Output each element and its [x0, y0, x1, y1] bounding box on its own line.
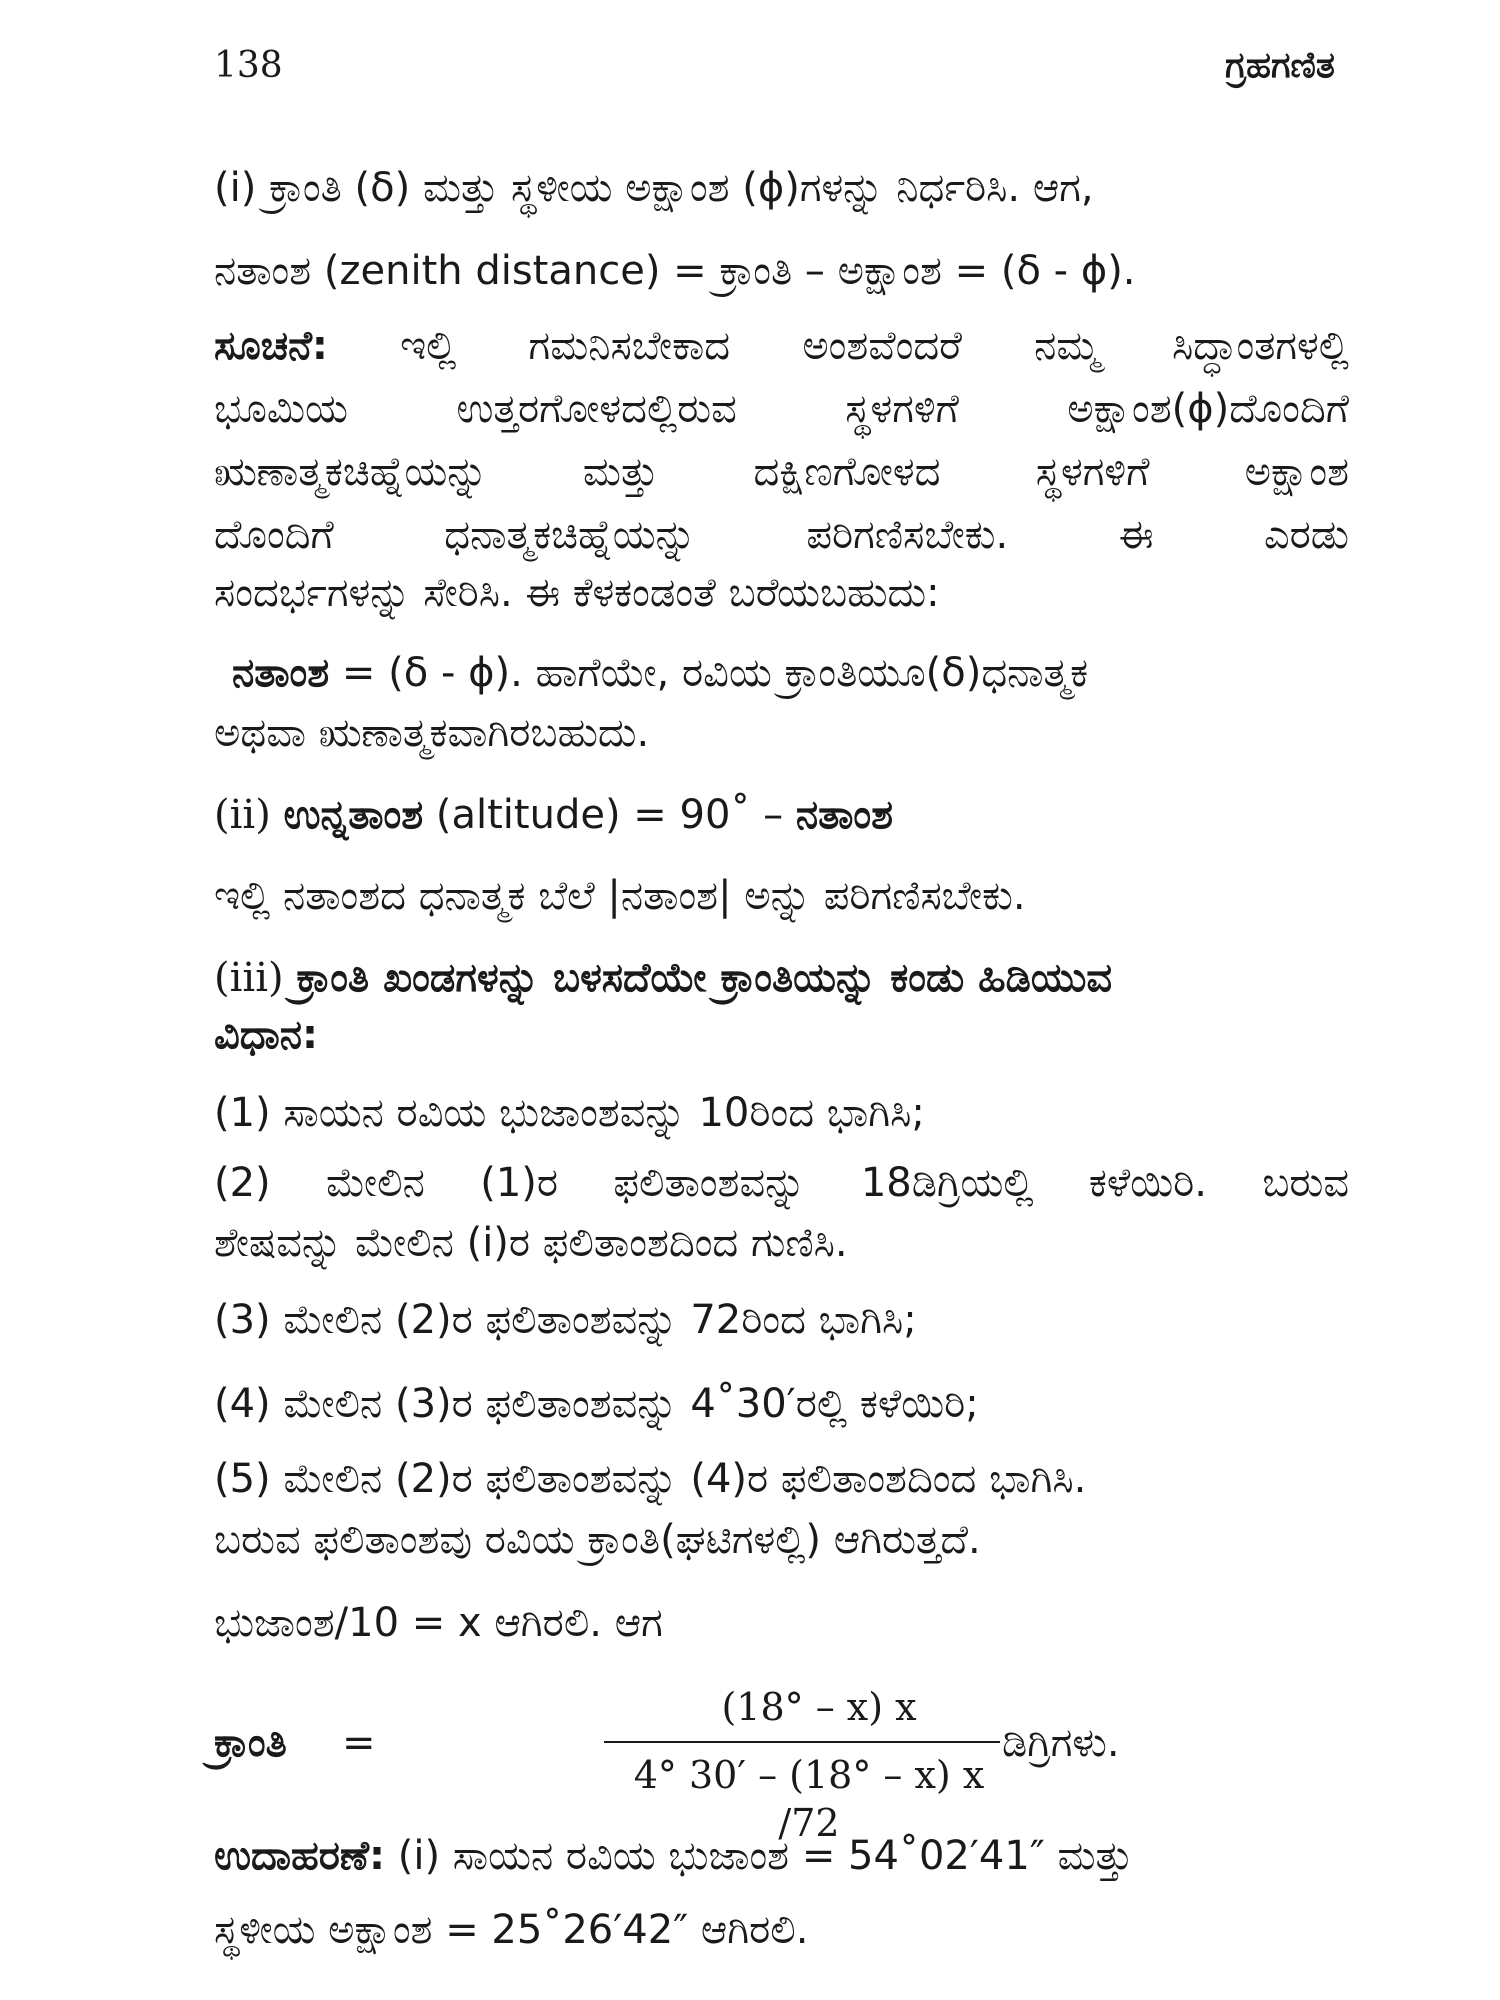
- example-line-2: ಸ್ಥಳೀಯ ಅಕ್ಷಾಂಶ = 25˚26′42″ ಆಗಿರಲಿ.: [214, 1907, 809, 1953]
- altitude-natamsha: ನತಾಂಶ: [795, 792, 894, 838]
- note-text-1: ಇಲ್ಲಿ ಗಮನಿಸಬೇಕಾದ ಅಂಶವೆಂದರೆ ನಮ್ಮ ಸಿದ್ಧಾಂತಗಳಲ್ಲಿ: [400, 323, 1349, 369]
- natamsha-line-1: [232, 645, 1367, 701]
- example-line-1: [214, 1828, 1349, 1884]
- step-4: (4) ಮೇಲಿನ (3)ರ ಫಲಿತಾಂಶವನ್ನು 4˚30′ರಲ್ಲಿ ಕಳೆಯಿರಿ;: [214, 1381, 979, 1427]
- method-heading-text: ಕ್ರಾಂತಿ ಖಂಡಗಳನ್ನು ಬಳಸದೆಯೇ ಕ್ರಾಂತಿಯನ್ನು ಕಂಡು ಹಿಡಿಯುವ: [296, 955, 1113, 1001]
- step-5-line-2: ಬರುವ ಫಲಿತಾಂಶವು ರವಿಯ ಕ್ರಾಂತಿ(ಘಟಿಗಳಲ್ಲಿ) ಆಗಿರುತ್ತದೆ.: [214, 1517, 981, 1563]
- formula-equals: =: [342, 1720, 376, 1766]
- note-line-3: ಋಣಾತ್ಮಕಚಿಹ್ನೆಯನ್ನು ಮತ್ತು ದಕ್ಷಿಣಗೋಳದ ಸ್ಥಳಗಳಿಗೆ ಅಕ್ಷಾಂಶ: [214, 449, 1349, 495]
- method-heading-line-1: [214, 950, 1349, 1006]
- paragraph-determine-declination: (i) ಕ್ರಾಂತಿ (δ) ಮತ್ತು ಸ್ಥಳೀಯ ಅಕ್ಷಾಂಶ (ϕ)ಗಳನ್ನು ನಿರ್ಧರಿಸಿ. ಆಗ,: [214, 165, 1094, 211]
- running-title: ಗ್ರಹಗಣಿತ: [1225, 45, 1335, 86]
- method-item-number: (iii): [214, 955, 284, 1001]
- natamsha-text-1: = (δ - ϕ). ಹಾಗೆಯೇ, ರವಿಯ ಕ್ರಾಂತಿಯೂ(δ)ಧನಾತ್ಮಕ: [341, 650, 1089, 696]
- page-number: 138: [214, 45, 283, 86]
- formula-numerator: (18° – x) x: [721, 1685, 917, 1729]
- step-3: (3) ಮೇಲಿನ (2)ರ ಫಲಿತಾಂಶವನ್ನು 72ರಿಂದ ಭಾಗಿಸಿ;: [214, 1297, 917, 1343]
- step-2-line-2: ಶೇಷವನ್ನು ಮೇಲಿನ (i)ರ ಫಲಿತಾಂಶದಿಂದ ಗುಣಿಸಿ.: [214, 1220, 848, 1266]
- step-1: (1) ಸಾಯನ ರವಿಯ ಭುಜಾಂಶವನ್ನು 10ರಿಂದ ಭಾಗಿಸಿ;: [214, 1090, 925, 1136]
- altitude-item-number: (ii): [214, 792, 271, 838]
- note-line-5: ಸಂದರ್ಭಗಳನ್ನು ಸೇರಿಸಿ. ಈ ಕೆಳಕಂಡಂತೆ ಬರೆಯಬಹುದು:: [214, 570, 940, 616]
- altitude-label: ಉನ್ನತಾಂಶ: [283, 792, 424, 838]
- example-text-1: (i) ಸಾಯನ ರವಿಯ ಭುಜಾಂಶ = 54˚02′41″ ಮತ್ತು: [397, 1833, 1133, 1879]
- note-label: ಸೂಚನೆ:: [214, 323, 328, 369]
- method-heading-line-2: ವಿಧಾನ:: [214, 1012, 318, 1058]
- positive-value-note: ಇಲ್ಲಿ ನತಾಂಶದ ಧನಾತ್ಮಕ ಬೆಲೆ |ನತಾಂಶ| ಅನ್ನು ಪರಿಗಣಿಸಬೇಕು.: [214, 873, 1026, 919]
- altitude-middle: (altitude) = 90˚ –: [435, 792, 784, 838]
- example-label: ಉದಾಹರಣೆ:: [214, 1833, 385, 1879]
- step-2-line-1: (2) ಮೇಲಿನ (1)ರ ಫಲಿತಾಂಶವನ್ನು 18ಡಿಗ್ರಿಯಲ್ಲಿ ಕಳೆಯಿರಿ. ಬರುವ: [214, 1160, 1349, 1206]
- note-line-2: ಭೂಮಿಯ ಉತ್ತರಗೋಳದಲ್ಲಿರುವ ಸ್ಥಳಗಳಿಗೆ ಅಕ್ಷಾಂಶ(ϕ)ದೊಂದಿಗೆ: [214, 386, 1349, 432]
- formula-label: ಕ್ರಾಂತಿ: [214, 1720, 287, 1766]
- fraction-bar: [604, 1741, 1000, 1743]
- altitude-formula: [214, 787, 1349, 843]
- natamsha-line-2: ಅಥವಾ ಋಣಾತ್ಮಕವಾಗಿರಬಹುದು.: [214, 710, 650, 756]
- step-5-line-1: (5) ಮೇಲಿನ (2)ರ ಫಲಿತಾಂಶವನ್ನು (4)ರ ಫಲಿತಾಂಶದಿಂದ ಭಾಗಿಸಿ.: [214, 1456, 1087, 1502]
- formula-unit: ಡಿಗ್ರಿಗಳು.: [1002, 1720, 1120, 1766]
- let-x-statement: ಭುಜಾಂಶ/10 = x ಆಗಿರಲಿ. ಆಗ: [214, 1600, 663, 1646]
- formula-denominator: 4° 30′ – (18° – x) x /72: [633, 1753, 985, 1845]
- note-line-4: ದೊಂದಿಗೆ ಧನಾತ್ಮಕಚಿಹ್ನೆಯನ್ನು ಪರಿಗಣಿಸಬೇಕು. ಈ ಎರಡು: [214, 512, 1349, 558]
- note-line-1: [214, 318, 1349, 374]
- declination-formula: [214, 1683, 1349, 1845]
- zenith-distance-formula: ನತಾಂಶ (zenith distance) = ಕ್ರಾಂತಿ – ಅಕ್ಷಾಂಶ = (δ - ϕ).: [214, 248, 1136, 294]
- natamsha-label: ನತಾಂಶ: [232, 650, 330, 696]
